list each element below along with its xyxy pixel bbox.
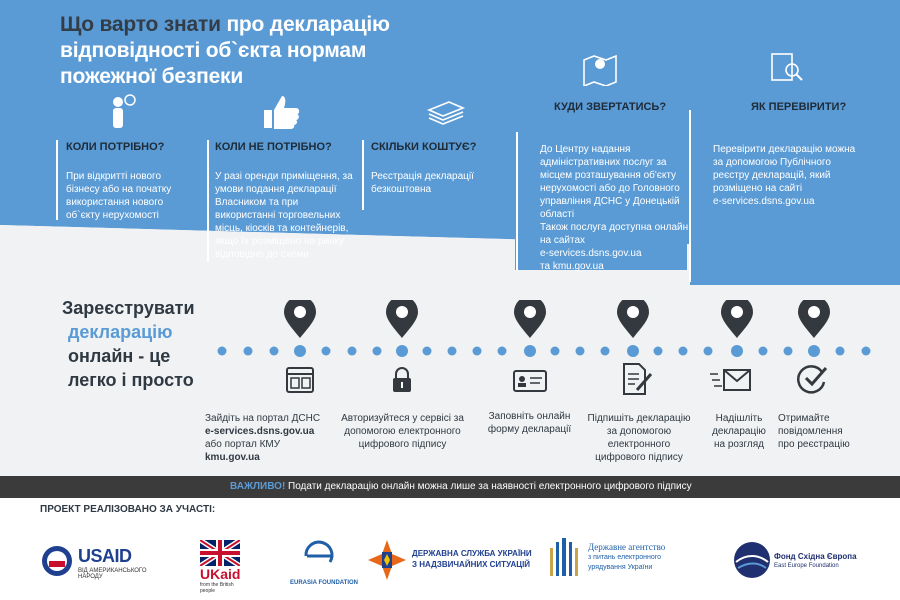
step-4: Підпишіть декларацію за допомогою електронного цифрового підпису [587,413,691,463]
step-2: Авторизуйтеся у сервісі за допомогою електронного цифрового підпису [341,413,464,450]
column-heading: СКІЛЬКИ КОШТУЄ? [371,141,477,153]
usaid-seal-icon [40,544,74,578]
sign-document-icon [621,362,653,396]
egov-building-icon [548,538,582,578]
column-text-online: Також послуга доступна онлайн на сайтах [540,222,689,246]
envelope-send-icon [710,368,752,392]
online-title: Зареєструвати декларацію онлайн - це легко і просто [62,298,195,390]
important-banner [0,476,900,498]
ukaid-logo: UKaid from the British people [198,538,244,590]
column-heading: КОЛИ ПОТРІБНО? [66,141,165,153]
column-where: КУДИ ЗВЕРТАТИСЬ? До Центру надання адміністративних послуг за місцем розташування об'єкту нерухомості або до Головного управління ДСНС у Донецькій області Також послуга доступна онлайн на сайтах e-services.dsns.gov.ua та kmu.gov.ua [540,101,689,272]
timeline [0,300,900,400]
eurasia-e-icon [302,538,336,572]
step-3: Заповніть онлайн форму декларації [487,411,572,435]
person-question-icon [108,94,138,134]
column-text: Реєстрація декларації безкоштовна [371,171,474,195]
dsns-logo: ДЕРЖАВНА СЛУЖБА УКРАЇНИ З НАДЗВИЧАЙНИХ СИТУАЦІЙ [368,540,528,584]
site-link[interactable]: e-services.dsns.gov.ua [713,196,815,207]
important-label: ВАЖЛИВО! [230,481,286,492]
id-card-icon [512,369,548,393]
east-europe-foundation-logo: Фонд Східна Європа East Europe Foundation [732,540,882,584]
column-heading: КОЛИ НЕ ПОТРІБНО? [215,141,332,153]
usaid-logo: USAID ВІД АМЕРИКАНСЬКОГО НАРОДУ [40,544,155,580]
column-text: Перевірити декларацію можна за допомогою Публічного реєстру декларацій, який розміщено на сайті [713,144,856,194]
eef-globe-icon [732,540,772,580]
column-text: У разі оренди приміщення, за умови подання декларації Власником та при використанні торговельних місць, кіосків та контейнерів, якщо їх розміщено на ринку відповідно до схеми [215,171,353,260]
step-6: Отримайте повідомлення про реєстрацію [778,413,850,450]
column-heading: ЯК ПЕРЕВІРИТИ? [751,101,847,113]
column-heading: КУДИ ЗВЕРТАТИСЬ? [554,101,667,113]
column-cost [371,141,501,196]
column-when-not-needed [215,141,355,261]
checkmark-circle-icon [796,364,830,394]
site-link[interactable]: kmu.gov.ua [552,261,604,272]
money-stack-icon [425,96,467,128]
partners-title: ПРОЕКТ РЕАЛІЗОВАНО ЗА УЧАСТІ: [40,504,216,515]
page-title: Що варто знати про декларацію відповідності об`єкта нормам пожежної безпеки [60,13,390,88]
map-icon [580,50,620,86]
column-text: При відкритті нового бізнесу або на початку використання нового об`єкту нерухомості [66,171,172,221]
column-when-needed [66,141,196,222]
dsns-emblem-icon [368,540,406,580]
padlock-icon [390,366,414,394]
browser-window-icon [285,366,315,394]
site-link[interactable]: kmu.gov.ua [205,452,260,463]
union-jack-icon [200,540,240,566]
thumbs-up-icon [262,92,302,132]
egov-agency-logo: Державне агентство з питань електронного урядування України [548,538,708,586]
site-link[interactable]: e-services.dsns.gov.ua [540,248,642,259]
step-1: Зайдіть на портал ДСНС e-services.dsns.gov.ua або портал КМУ kmu.gov.ua [205,413,321,463]
important-message: Подати декларацію онлайн можна лише за наявності електронного цифрового підпису [288,481,692,492]
column-text: До Центру надання адміністративних послуг за місцем розташування об'єкту нерухомості або до Головного управління ДСНС у Донецькій області [540,144,680,220]
eurasia-foundation-logo: EURASIA FOUNDATION [290,538,350,590]
document-magnifier-icon [768,50,808,86]
column-check [713,101,863,208]
step-5: Надішліть декларацію на розгляд [712,413,766,450]
site-link[interactable]: e-services.dsns.gov.ua [205,426,315,437]
